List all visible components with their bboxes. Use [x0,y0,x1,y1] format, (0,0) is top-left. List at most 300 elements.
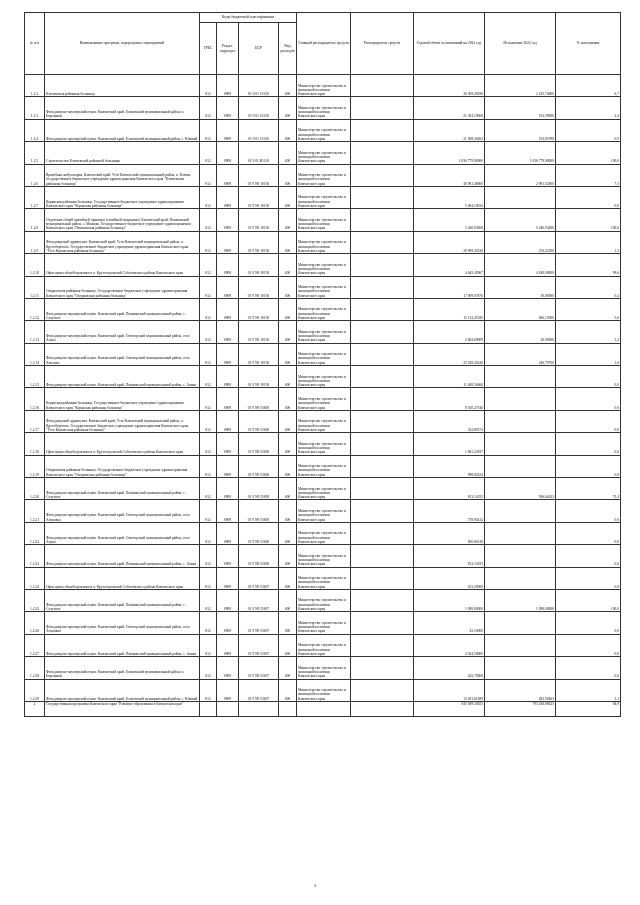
cell-pct: 0,0 [556,657,621,679]
cell-gr: Министерство строительства и жилищной политики Камчатского края [297,657,351,679]
cell-razdel: 0909 [217,231,239,253]
cell-gr: Министерство строительства и жилищной политики Камчатского края [297,455,351,477]
cell-no: 1.2.23 [25,545,45,567]
cell-razdel: 0909 [217,254,239,276]
cell-no: 1.2.21 [25,500,45,522]
cell-csr: 01 9 N9 53657 [239,679,279,701]
header-grbs: ГРБС [200,23,217,75]
total-fact: 793 436,89423 [485,701,556,716]
cell-grbs: 812 [200,522,217,544]
cell-vr: 400 [279,634,297,656]
cell-grbs: 812 [200,231,217,253]
cell-razdel: 0909 [217,589,239,611]
cell-gr: Министерство строительства и жилищной политики Камчатского края [297,142,351,164]
table-row [25,186,621,208]
cell-fact: 276,22500 [485,231,556,253]
cell-plan: 13 491,61698 [414,679,485,701]
table-row [25,366,621,388]
cell-csr: 01 9 N9 53657 [239,612,279,634]
cell-name: Фельдшерско-акушерский пункт. Камчатский край, Олюторский муниципальный район, село Хаилино [45,343,200,365]
cell-fact: 246,79700 [485,343,556,365]
cell-csr: 01 9 N9 10130 [239,164,279,186]
header-pct: % исполнения [556,13,621,75]
cell-vr: 400 [279,254,297,276]
cell-rasp [351,500,414,522]
cell-no: 1.2.15 [25,366,45,388]
cell-rasp [351,321,414,343]
header-kbk-group: Коды бюджетной классификации [200,13,297,23]
cell-grbs: 812 [200,657,217,679]
cell-fact [485,500,556,522]
table-row [25,321,621,343]
cell-no: 1.2.22 [25,522,45,544]
cell-no: 1.2.11 [25,276,45,298]
cell-razdel: 0909 [217,567,239,589]
cell-rasp [351,276,414,298]
cell-no: 1.2.27 [25,634,45,656]
cell-no: 1.2.4 [25,119,45,141]
cell-grbs: 812 [200,388,217,410]
cell-csr: 01 9 01 10130 [239,119,279,141]
cell-razdel: 0909 [217,164,239,186]
cell-plan: 1 681,22937 [414,433,485,455]
cell-fact: 1 036 779,90000 [485,142,556,164]
cell-csr: 01 9 N9 53650 [239,500,279,522]
header-plan: Годовой объем ассигнований на 2022 год [414,13,485,75]
cell-razdel: 0909 [217,321,239,343]
table-body [25,75,621,702]
cell-plan: 5 440,94300 [414,209,485,231]
cell-fact: 2 991,52500 [485,164,556,186]
cell-vr: 400 [279,612,297,634]
cell-vr: 400 [279,343,297,365]
cell-pct: 99,6 [556,254,621,276]
cell-gr: Министерство строительства и жилищной политики Камчатского края [297,634,351,656]
cell-grbs: 812 [200,545,217,567]
header-gr: Главный распорядитель средств [297,13,351,75]
cell-gr: Министерство строительства и жилищной политики Камчатского края [297,119,351,141]
cell-gr: Министерство строительства и жилищной политики Камчатского края [297,388,351,410]
cell-fact: 846,15000 [485,298,556,320]
cell-razdel: 0909 [217,433,239,455]
cell-vr: 400 [279,455,297,477]
cell-name: Корякская районная больница. Государственное бюджетное учреждение здравоохранения Камчатского края "Корякская районная больница" [45,186,200,208]
cell-csr: 01 9 N9 10130 [239,276,279,298]
cell-grbs: 812 [200,433,217,455]
cell-no: 1.2.7 [25,186,45,208]
cell-pct: 1,0 [556,343,621,365]
cell-vr: 400 [279,478,297,500]
table-row [25,589,621,611]
cell-no: 1.2.18 [25,433,45,455]
table-row [25,478,621,500]
cell-vr: 400 [279,97,297,119]
cell-plan: 1 098,00000 [414,589,485,611]
cell-vr: 400 [279,142,297,164]
cell-gr: Министерство строительства и жилищной политики Камчатского края [297,321,351,343]
cell-fact: 282,58463 [485,679,556,701]
cell-csr: 01 9 N9 10130 [239,343,279,365]
cell-no: 1.2.28 [25,657,45,679]
cell-pct: 5,6 [556,298,621,320]
cell-pct: 0,2 [556,276,621,298]
table-row [25,231,621,253]
cell-grbs: 812 [200,478,217,500]
cell-csr: 01 9 N9 10130 [239,366,279,388]
cell-name: Фельдшерский здравпункт. Камчатский край, Усть-Камчатский муниципальный район, п. Крутоберегово. Государственное бюджетное учреждение здравоохранения Камчатского края "Усть-Камчатская районная больница" [45,410,200,432]
budget-table [24,12,621,717]
cell-plan: 15 132,21045 [414,298,485,320]
cell-name: Фельдшерско-акушерский пункт. Камчатский край, Пенжинский муниципальный район, с. Слаутное [45,298,200,320]
cell-gr: Министерство строительства и жилищной политики Камчатского края [297,478,351,500]
cell-plan: 1 036 779,90000 [414,142,485,164]
cell-grbs: 812 [200,321,217,343]
cell-grbs: 812 [200,254,217,276]
cell-plan: 45,10000 [414,612,485,634]
cell-name: Ключевская районная больница [45,75,200,97]
cell-plan: 36 309,28190 [414,75,485,97]
cell-vr: 400 [279,321,297,343]
table-row [25,75,621,97]
cell-fact: 30,00000 [485,321,556,343]
cell-name: Фельдшерско-акушерский пункт. Камчатский край, Пенжинский муниципальный район, с. Аянка [45,545,200,567]
cell-pct: 100,0 [556,142,621,164]
cell-rasp [351,343,414,365]
table-row [25,522,621,544]
cell-csr: 01 9 N9 53657 [239,657,279,679]
table-row [25,164,621,186]
cell-rasp [351,657,414,679]
cell-fact: 2 415,74000 [485,75,556,97]
cell-gr: Министерство строительства и жилищной политики Камчатского края [297,231,351,253]
cell-razdel: 0909 [217,634,239,656]
cell-plan: 21 508,30262 [414,119,485,141]
cell-grbs: 812 [200,366,217,388]
header-vr: Вид расходов [279,23,297,75]
cell-csr: 01 9 N9 53650 [239,478,279,500]
cell-razdel: 0909 [217,522,239,544]
cell-grbs: 812 [200,567,217,589]
cell-razdel: 0909 [217,97,239,119]
cell-pct: 0,0 [556,612,621,634]
total-name: Государственная программа Камчатского края "Развитие образования в Камчатском крае" [45,701,200,716]
cell-vr: 400 [279,276,297,298]
cell-csr: 01 9 N9 10130 [239,321,279,343]
cell-name: Фельдшерско-акушерский пункт. Камчатский край, Олюторский муниципальный район, село Апука [45,321,200,343]
cell-vr: 400 [279,657,297,679]
cell-rasp [351,298,414,320]
cell-gr: Министерство строительства и жилищной политики Камчатского края [297,186,351,208]
cell-no: 1.2.12 [25,298,45,320]
cell-pct: 0,0 [556,388,621,410]
cell-no: 1.2.5 [25,142,45,164]
table-row [25,119,621,141]
cell-gr: Министерство строительства и жилищной политики Камчатского края [297,589,351,611]
table-row [25,276,621,298]
cell-rasp [351,75,414,97]
cell-rasp [351,366,414,388]
cell-no: 1.2.26 [25,612,45,634]
cell-plan: 332,89374 [414,410,485,432]
cell-vr: 400 [279,433,297,455]
cell-gr: Министерство строительства и жилищной политики Камчатского края [297,522,351,544]
cell-plan: 40 961,40000 [414,164,485,186]
cell-grbs: 812 [200,634,217,656]
header-razdel: Раздел, подраздел [217,23,239,75]
cell-vr: 400 [279,209,297,231]
cell-razdel: 0909 [217,388,239,410]
cell-fact [485,455,556,477]
cell-razdel: 0909 [217,657,239,679]
cell-name: Фельдшерско-акушерский пункт. Камчатский край, Елизовский муниципальный район, п. Березняки [45,97,200,119]
cell-vr: 400 [279,679,297,701]
table-row [25,500,621,522]
cell-name: Фельдшерско-акушерский пункт. Камчатский край, Олюторский муниципальный район, село Апуковка [45,612,200,634]
cell-vr: 400 [279,500,297,522]
cell-no: 1.2.29 [25,679,45,701]
cell-no: 1.2.14 [25,343,45,365]
cell-no: 1.2.20 [25,478,45,500]
cell-gr: Министерство строительства и жилищной политики Камчатского края [297,545,351,567]
total-plan: 835 569,33653 [414,701,485,716]
cell-grbs: 812 [200,97,217,119]
cell-no: 1.2.19 [25,455,45,477]
cell-fact [485,657,556,679]
cell-razdel: 0909 [217,366,239,388]
cell-name: Фельдшерско-акушерский пункт. Камчатский край, Олюторский муниципальный район, село Апуковка [45,500,200,522]
cell-name: Фельдшерский здравпункт. Камчатский край, Усть-Камчатский муниципальный район, п. Крутоберегово. Государственное бюджетное учреждение здравоохранения Камчатского края "Усть-Камчатская районная больница" [45,231,200,253]
cell-plan: 2 604,69009 [414,321,485,343]
cell-fact: 192,83788 [485,119,556,141]
cell-csr: 01 9 N9 10130 [239,231,279,253]
cell-pct: 0,0 [556,634,621,656]
total-pct: 94,9 [556,701,621,716]
cell-vr: 400 [279,589,297,611]
cell-plan: 11 408,54668 [414,366,485,388]
table-row [25,97,621,119]
table-row [25,388,621,410]
cell-csr: 01 9 N9 53650 [239,388,279,410]
cell-razdel: 0909 [217,209,239,231]
cell-csr: 01 9 N9 53657 [239,634,279,656]
cell-gr: Министерство строительства и жилищной политики Камчатского края [297,209,351,231]
cell-rasp [351,209,414,231]
cell-pct: 73,4 [556,478,621,500]
cell-rasp [351,522,414,544]
cell-gr: Министерство строительства и жилищной политики Камчатского края [297,164,351,186]
cell-gr: Министерство строительства и жилищной политики Камчатского края [297,433,351,455]
table-row [25,455,621,477]
cell-csr: 01 9 01 10130 [239,97,279,119]
cell-rasp [351,545,414,567]
cell-plan: 17 009,07676 [414,276,485,298]
cell-pct: 0,0 [556,433,621,455]
table-row [25,612,621,634]
cell-grbs: 812 [200,589,217,611]
cell-plan: 425,70000 [414,657,485,679]
cell-fact [485,366,556,388]
cell-rasp [351,164,414,186]
cell-rasp [351,410,414,432]
cell-plan: 813,14355 [414,545,485,567]
cell-gr: Министерство строительства и жилищной политики Камчатского края [297,366,351,388]
cell-fact: 30,00000 [485,276,556,298]
cell-no: 1.2.13 [25,321,45,343]
cell-name: Строительство Ключевской районной больницы [45,142,200,164]
cell-pct: 0,0 [556,455,621,477]
cell-razdel: 0909 [217,75,239,97]
cell-csr: 01 9 N9 10130 [239,298,279,320]
header-csr: ЦСР [239,23,279,75]
header-rasp: Распорядитель средств [351,13,414,75]
cell-razdel: 0909 [217,276,239,298]
cell-razdel: 0909 [217,500,239,522]
cell-name: Озерновская районная больница. Государственное бюджетное учреждение здравоохранения Камчатского края "Озерновская районная больница" [45,276,200,298]
cell-rasp [351,231,414,253]
cell-razdel: 0909 [217,119,239,141]
cell-pct: 1,3 [556,231,621,253]
cell-grbs: 812 [200,276,217,298]
cell-fact: 1 098,00000 [485,589,556,611]
cell-csr: 01 9 N9 10130 [239,254,279,276]
cell-fact [485,567,556,589]
cell-razdel: 0909 [217,410,239,432]
cell-rasp [351,612,414,634]
cell-vr: 400 [279,75,297,97]
cell-vr: 400 [279,298,297,320]
cell-rasp [351,455,414,477]
cell-pct: 2,4 [556,97,621,119]
cell-fact [485,545,556,567]
cell-plan: 4 645,45967 [414,254,485,276]
cell-gr: Министерство строительства и жилищной политики Камчатского края [297,276,351,298]
cell-vr: 400 [279,164,297,186]
cell-razdel: 0909 [217,478,239,500]
cell-name: Офис врача общей практики в п. Крутогоровский Соболевского района Камчатского края [45,254,200,276]
cell-gr: Министерство строительства и жилищной политики Камчатского края [297,679,351,701]
cell-razdel: 0909 [217,343,239,365]
header-no: № п/п [25,13,45,75]
cell-grbs: 812 [200,679,217,701]
cell-pct: 1,2 [556,321,621,343]
cell-razdel: 0909 [217,298,239,320]
cell-razdel: 0909 [217,186,239,208]
cell-rasp [351,142,414,164]
cell-pct: 0,9 [556,119,621,141]
cell-fact: 596,64433 [485,478,556,500]
cell-grbs: 812 [200,410,217,432]
table-row [25,254,621,276]
cell-gr: Министерство строительства и жилищной политики Камчатского края [297,612,351,634]
cell-pct: 6,7 [556,75,621,97]
cell-no: 1.2.6 [25,164,45,186]
cell-name: Фельдшерско-акушерский пункт. Камчатский край, Олюторский муниципальный район, село Апука [45,522,200,544]
cell-rasp [351,119,414,141]
table-row [25,657,621,679]
cell-razdel: 0909 [217,612,239,634]
cell-name: Офис врача общей практики в п. Крутогоровский Соболевского района Камчатского края [45,433,200,455]
cell-vr: 400 [279,186,297,208]
cell-vr: 400 [279,388,297,410]
cell-rasp [351,433,414,455]
cell-rasp [351,388,414,410]
table-row [25,343,621,365]
cell-fact [485,612,556,634]
cell-name: Фельдшерско-акушерский пункт. Камчатский край, Пенжинский муниципальный район, с. Слаутное [45,478,200,500]
cell-gr: Министерство строительства и жилищной политики Камчатского края [297,298,351,320]
cell-name: Отделение общей врачебной практики (семейной медицины). Камчатский край, Пенжинский муниципальный район, с. Манилы. Государственное бюджетное учреждение здравоохранения Камчатского края "Пенжинская районная больница" [45,209,200,231]
cell-csr: 01 9 N9 53657 [239,589,279,611]
cell-plan: 739,94414 [414,500,485,522]
cell-no: 1.2.8 [25,209,45,231]
table-row [25,298,621,320]
cell-name: Фельдшерско-акушерский пункт. Камчатский край, Пенжинский муниципальный район, с. Аянка [45,634,200,656]
table-row [25,679,621,701]
cell-vr: 400 [279,410,297,432]
cell-fact [485,522,556,544]
table-row [25,634,621,656]
header-fact: Исполнение 2022 год [485,13,556,75]
cell-no: 1.2.3 [25,97,45,119]
cell-plan: 5 404,10034 [414,186,485,208]
cell-fact: 4 630,00000 [485,254,556,276]
cell-no: 1.2.25 [25,589,45,611]
document-sheet [24,12,620,717]
cell-vr: 400 [279,567,297,589]
cell-plan: 21 394,10000 [414,97,485,119]
cell-grbs: 812 [200,75,217,97]
cell-plan: 8 530,27546 [414,388,485,410]
cell-name: Фельдшерско-акушерский пункт. Камчатский край, Елизовский муниципальный район, с. Южный [45,679,200,701]
cell-grbs: 812 [200,186,217,208]
cell-grbs: 812 [200,612,217,634]
cell-gr: Министерство строительства и жилищной политики Камчатского края [297,75,351,97]
cell-pct: 0,0 [556,186,621,208]
cell-grbs: 812 [200,298,217,320]
cell-grbs: 812 [200,119,217,141]
cell-gr: Министерство строительства и жилищной политики Камчатского края [297,410,351,432]
cell-csr: 01 9 N9 53650 [239,455,279,477]
cell-rasp [351,634,414,656]
cell-rasp [351,478,414,500]
cell-fact [485,388,556,410]
cell-pct: 0,0 [556,567,621,589]
cell-rasp [351,186,414,208]
cell-fact [485,410,556,432]
cell-rasp [351,254,414,276]
cell-name: Корякская районная больница. Государственное бюджетное учреждение здравоохранения Камчатского края "Корякская районная больница" [45,388,200,410]
cell-no: 1.2.10 [25,254,45,276]
cell-pct: 100,0 [556,209,621,231]
cell-gr: Министерство строительства и жилищной политики Камчатского края [297,97,351,119]
cell-fact: 513,59000 [485,97,556,119]
cell-fact [485,186,556,208]
cell-rasp [351,679,414,701]
cell-no: 1.2.2 [25,75,45,97]
table-row [25,433,621,455]
cell-grbs: 812 [200,500,217,522]
cell-no: 1.2.9 [25,231,45,253]
cell-pct: 100,0 [556,589,621,611]
cell-grbs: 812 [200,343,217,365]
cell-pct: 7,3 [556,164,621,186]
table-row [25,410,621,432]
cell-pct: 0,0 [556,522,621,544]
cell-csr: 01 9 N9 10130 [239,186,279,208]
cell-pct: 0,0 [556,500,621,522]
cell-pct: 0,0 [556,410,621,432]
cell-vr: 400 [279,522,297,544]
